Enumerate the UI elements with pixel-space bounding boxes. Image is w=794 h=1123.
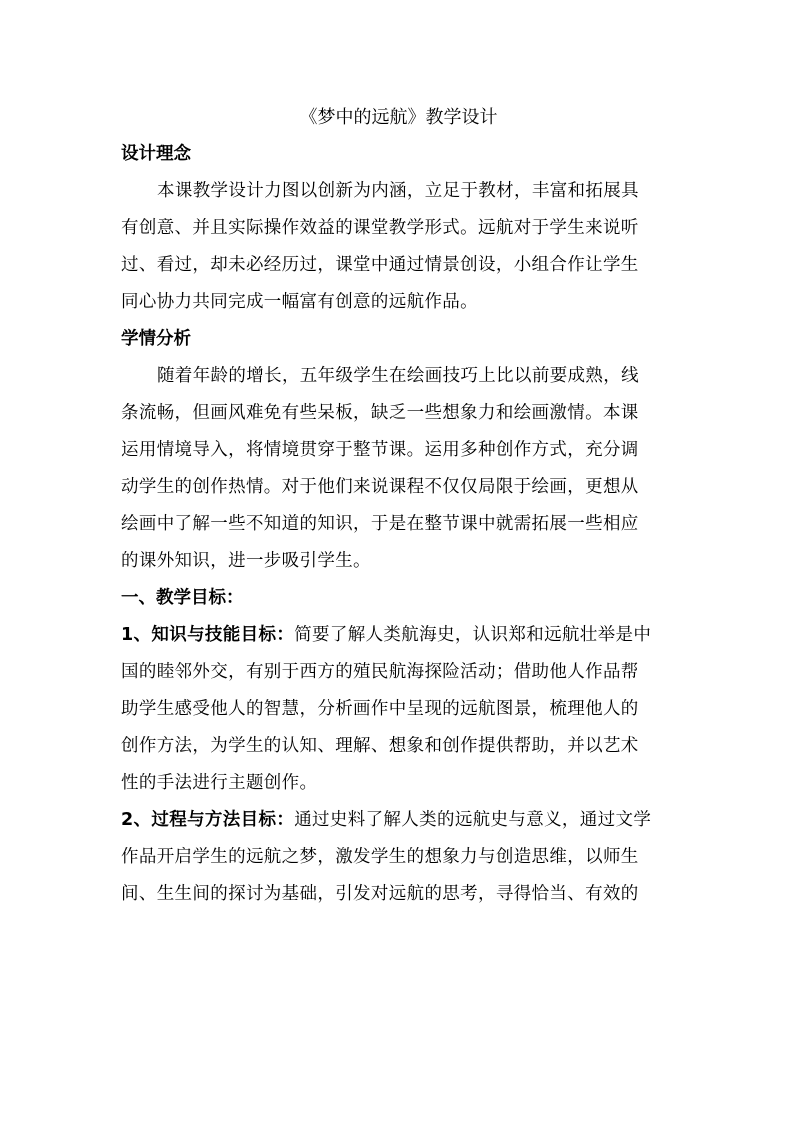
design-concept-paragraph bbox=[121, 173, 686, 321]
paragraph-line: 动学生的创作热情。对于他们来说课程不仅仅局限于绘画，更想从 bbox=[121, 477, 639, 497]
paragraph-line: 条流畅，但画风难免有些呆板，缺乏一些想象力和绘画激情。本课 bbox=[121, 403, 639, 423]
section-heading-student-analysis: 学情分析 bbox=[121, 329, 191, 349]
paragraph-line: 间、生生间的探讨为基础，引发对远航的思考，寻得恰当、有效的 bbox=[121, 884, 639, 904]
document-page bbox=[121, 100, 686, 913]
objective-first-line bbox=[121, 802, 686, 839]
paragraph-line: 本课教学设计力图以创新为内涵，立足于教材，丰富和拓展具 bbox=[157, 181, 639, 201]
paragraph-line: 作品开启学生的远航之梦，激发学生的想象力与创造思维，以师生 bbox=[121, 847, 639, 867]
objective-label: 2、过程与方法目标： bbox=[121, 810, 295, 830]
paragraph-line: 性的手法进行主题创作。 bbox=[121, 773, 318, 793]
paragraph-line: 的课外知识，进一步吸引学生。 bbox=[121, 551, 371, 571]
objective-knowledge-skills bbox=[121, 617, 686, 802]
paragraph-line: 助学生感受他人的智慧，分析画作中呈现的远航图景，梳理他人的 bbox=[121, 699, 639, 719]
objective-process-methods bbox=[121, 802, 686, 913]
paragraph-line: 创作方法，为学生的认知、理解、想象和创作提供帮助，并以艺术 bbox=[121, 736, 639, 756]
paragraph-line: 随着年龄的增长，五年级学生在绘画技巧上比以前要成熟，线 bbox=[157, 366, 639, 386]
paragraph-line: 国的睦邻外交，有别于西方的殖民航海探险活动；借助他人作品帮 bbox=[121, 662, 639, 682]
paragraph-line: 过、看过，却未必经历过，课堂中通过情景创设，小组合作让学生 bbox=[121, 255, 639, 275]
section-heading-design-concept: 设计理念 bbox=[121, 144, 191, 164]
objective-label: 1、知识与技能目标： bbox=[121, 625, 295, 645]
objective-text: 简要了解人类航海史，认识郑和远航壮举是中 bbox=[294, 625, 652, 645]
section-heading-teaching-objectives: 一、教学目标： bbox=[121, 588, 244, 608]
paragraph-line: 同心协力共同完成一幅富有创意的远航作品。 bbox=[121, 292, 478, 312]
paragraph-line: 有创意、并且实际操作效益的课堂教学形式。远航对于学生来说听 bbox=[121, 218, 639, 238]
paragraph-line: 运用情境导入，将情境贯穿于整节课。运用多种创作方式，充分调 bbox=[121, 440, 639, 460]
document-title: 《梦中的远航》教学设计 bbox=[299, 107, 498, 128]
objective-first-line bbox=[121, 617, 686, 654]
student-analysis-paragraph bbox=[121, 358, 686, 580]
paragraph-line: 绘画中了解一些不知道的知识，于是在整节课中就需拓展一些相应 bbox=[121, 514, 639, 534]
objective-text: 通过史料了解人类的远航史与意义，通过文学 bbox=[294, 810, 652, 830]
